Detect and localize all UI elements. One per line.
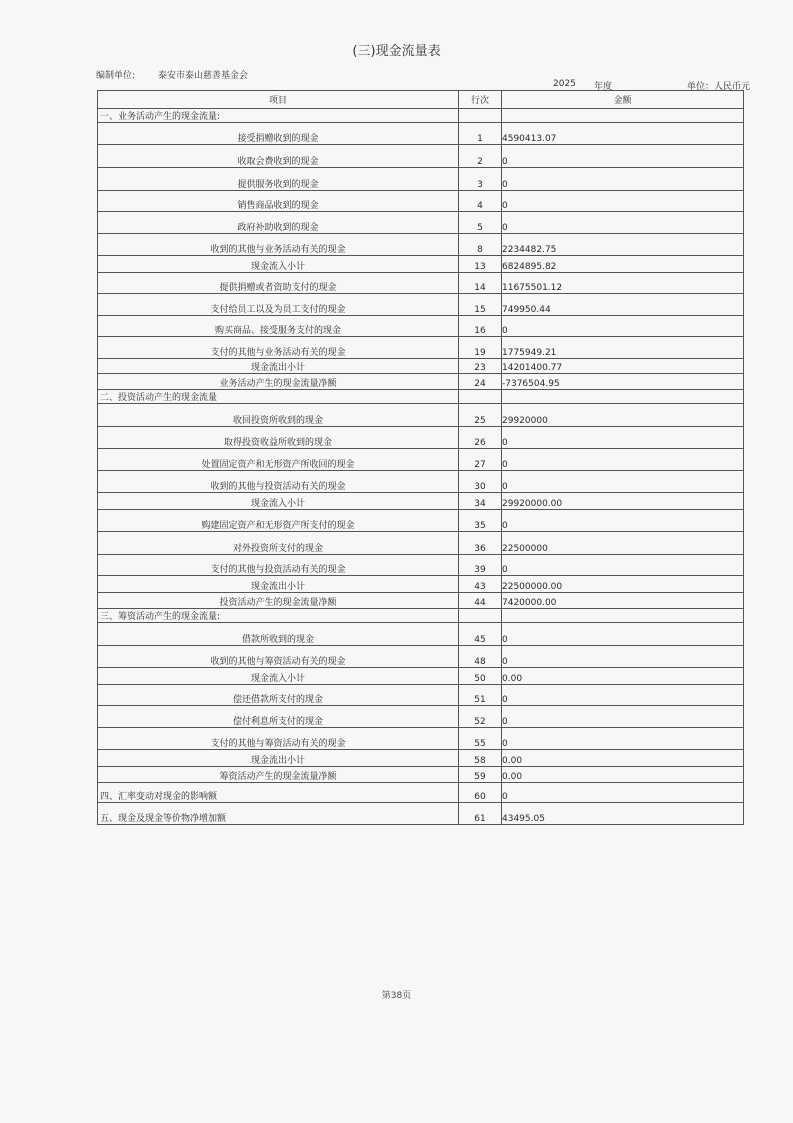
table-row [98, 234, 744, 256]
item-label: 现金流入小计 [98, 668, 459, 685]
amount-value: 14201400.77 [502, 359, 744, 374]
item-label: 收到的其他与筹资活动有关的现金 [98, 646, 459, 668]
table-row [98, 374, 744, 390]
table-row [98, 145, 744, 168]
amount-value: 29920000.00 [502, 493, 744, 510]
amount-value: 4590413.07 [502, 123, 744, 145]
section-row [98, 109, 744, 123]
table-row [98, 273, 744, 294]
item-label: 借款所收到的现金 [98, 623, 459, 646]
line-number: 8 [459, 234, 502, 256]
line-number: 15 [459, 294, 502, 316]
item-label: 业务活动产生的现金流量净额 [98, 374, 459, 390]
item-label: 支付的其他与业务活动有关的现金 [98, 337, 459, 359]
amount-value: 0 [502, 685, 744, 706]
amount-value: 1775949.21 [502, 337, 744, 359]
table-row [98, 337, 744, 359]
amount-value: 0 [502, 555, 744, 576]
line-number: 16 [459, 316, 502, 337]
table-row [98, 783, 744, 803]
amount-value: 0 [502, 145, 744, 168]
line-cell-empty [459, 390, 502, 404]
line-number: 14 [459, 273, 502, 294]
line-number: 60 [459, 783, 502, 803]
line-number: 45 [459, 623, 502, 646]
item-label: 购建固定资产和无形资产所支付的现金 [98, 510, 459, 532]
section-row [98, 609, 744, 623]
amount-value: 0 [502, 510, 744, 532]
amount-value: 2234482.75 [502, 234, 744, 256]
amount-value: 0 [502, 191, 744, 212]
item-label: 现金流出小计 [98, 750, 459, 767]
item-label: 五、现金及现金等价物净增加额 [98, 803, 459, 825]
line-number: 48 [459, 646, 502, 668]
item-label: 提供服务收到的现金 [98, 168, 459, 191]
table-row [98, 294, 744, 316]
table-row [98, 803, 744, 825]
line-number: 4 [459, 191, 502, 212]
item-label: 取得投资收益所收到的现金 [98, 427, 459, 449]
column-header-amount: 金额 [502, 91, 744, 109]
line-number: 44 [459, 593, 502, 609]
item-label: 现金流入小计 [98, 493, 459, 510]
item-label: 处置固定资产和无形资产所收回的现金 [98, 449, 459, 471]
item-label: 收到的其他与业务活动有关的现金 [98, 234, 459, 256]
line-number: 51 [459, 685, 502, 706]
line-number: 26 [459, 427, 502, 449]
table-row [98, 532, 744, 555]
amount-value: 0 [502, 168, 744, 191]
org-name: 泰安市泰山慈善基金会 [158, 71, 249, 81]
line-cell-empty [459, 109, 502, 123]
amount-value: 0.00 [502, 668, 744, 685]
table-row [98, 685, 744, 706]
item-label: 对外投资所支付的现金 [98, 532, 459, 555]
amount-value: 0.00 [502, 767, 744, 783]
year-unit: 年度 [594, 82, 613, 92]
item-label: 偿还借款所支付的现金 [98, 685, 459, 706]
table-header-row [98, 91, 744, 109]
line-number: 61 [459, 803, 502, 825]
table-row [98, 576, 744, 593]
amount-cell-empty [502, 109, 744, 123]
amount-value: 0 [502, 449, 744, 471]
item-label: 现金流出小计 [98, 576, 459, 593]
amount-value: 7420000.00 [502, 593, 744, 609]
item-label: 收取会费收到的现金 [98, 145, 459, 168]
amount-value: 0 [502, 728, 744, 750]
amount-value: 6824895.82 [502, 256, 744, 273]
amount-value: 0 [502, 471, 744, 493]
amount-value: 0 [502, 783, 744, 803]
amount-value: 0 [502, 646, 744, 668]
amount-cell-empty [502, 390, 744, 404]
line-number: 13 [459, 256, 502, 273]
column-header-line: 行次 [459, 91, 502, 109]
line-number: 30 [459, 471, 502, 493]
amount-value: 0 [502, 623, 744, 646]
line-number: 24 [459, 374, 502, 390]
line-cell-empty [459, 609, 502, 623]
table-row [98, 212, 744, 234]
line-number: 50 [459, 668, 502, 685]
amount-value: 29920000 [502, 404, 744, 427]
amount-value: 749950.44 [502, 294, 744, 316]
section-heading: 三、筹资活动产生的现金流量: [98, 609, 459, 623]
item-label: 投资活动产生的现金流量净额 [98, 593, 459, 609]
item-label: 提供捐赠或者资助支付的现金 [98, 273, 459, 294]
table-row [98, 168, 744, 191]
line-number: 23 [459, 359, 502, 374]
table-row [98, 493, 744, 510]
section-row [98, 390, 744, 404]
item-label: 收回投资所收到的现金 [98, 404, 459, 427]
line-number: 1 [459, 123, 502, 145]
item-label: 筹资活动产生的现金流量净额 [98, 767, 459, 783]
table-row [98, 359, 744, 374]
table-row [98, 427, 744, 449]
table-row [98, 316, 744, 337]
line-number: 36 [459, 532, 502, 555]
page-number: 第38页 [381, 991, 412, 1001]
amount-cell-empty [502, 609, 744, 623]
line-number: 34 [459, 493, 502, 510]
item-label: 接受捐赠收到的现金 [98, 123, 459, 145]
table-row [98, 593, 744, 609]
section-heading: 一、业务活动产生的现金流量: [98, 109, 459, 123]
table-row [98, 471, 744, 493]
line-number: 2 [459, 145, 502, 168]
amount-value: 0.00 [502, 750, 744, 767]
line-number: 27 [459, 449, 502, 471]
item-label: 四、汇率变动对现金的影响额 [98, 783, 459, 803]
amount-value: 22500000.00 [502, 576, 744, 593]
table-row [98, 256, 744, 273]
table-row [98, 404, 744, 427]
item-label: 收到的其他与投资活动有关的现金 [98, 471, 459, 493]
currency-unit: 单位：人民币元 [687, 82, 751, 92]
amount-value: -7376504.95 [502, 374, 744, 390]
line-number: 19 [459, 337, 502, 359]
table-row [98, 191, 744, 212]
table-row [98, 706, 744, 728]
line-number: 3 [459, 168, 502, 191]
line-number: 25 [459, 404, 502, 427]
item-label: 现金流入小计 [98, 256, 459, 273]
amount-value: 0 [502, 316, 744, 337]
page-title: (三)现金流量表 [352, 44, 441, 59]
table-row [98, 449, 744, 471]
table-row [98, 767, 744, 783]
section-heading: 二、投资活动产生的现金流量 [98, 390, 459, 404]
line-number: 58 [459, 750, 502, 767]
table-row [98, 728, 744, 750]
line-number: 55 [459, 728, 502, 750]
table-row [98, 555, 744, 576]
amount-value: 43495.05 [502, 803, 744, 825]
amount-value: 0 [502, 427, 744, 449]
table-row [98, 623, 744, 646]
table-row [98, 510, 744, 532]
item-label: 支付的其他与筹资活动有关的现金 [98, 728, 459, 750]
column-header-item: 项目 [98, 91, 459, 109]
amount-value: 22500000 [502, 532, 744, 555]
cash-flow-table [97, 90, 744, 825]
line-number: 35 [459, 510, 502, 532]
line-number: 43 [459, 576, 502, 593]
org-label: 编制单位: [96, 71, 136, 81]
item-label: 支付的其他与投资活动有关的现金 [98, 555, 459, 576]
table-row [98, 646, 744, 668]
amount-value: 0 [502, 212, 744, 234]
item-label: 购买商品、接受服务支付的现金 [98, 316, 459, 337]
line-number: 39 [459, 555, 502, 576]
amount-value: 11675501.12 [502, 273, 744, 294]
amount-value: 0 [502, 706, 744, 728]
item-label: 偿付利息所支付的现金 [98, 706, 459, 728]
line-number: 59 [459, 767, 502, 783]
table-row [98, 668, 744, 685]
table-row [98, 750, 744, 767]
line-number: 5 [459, 212, 502, 234]
item-label: 现金流出小计 [98, 359, 459, 374]
table-body [98, 109, 744, 825]
table-row [98, 123, 744, 145]
item-label: 政府补助收到的现金 [98, 212, 459, 234]
item-label: 支付给员工以及为员工支付的现金 [98, 294, 459, 316]
report-year: 2025 [553, 79, 576, 89]
item-label: 销售商品收到的现金 [98, 191, 459, 212]
line-number: 52 [459, 706, 502, 728]
